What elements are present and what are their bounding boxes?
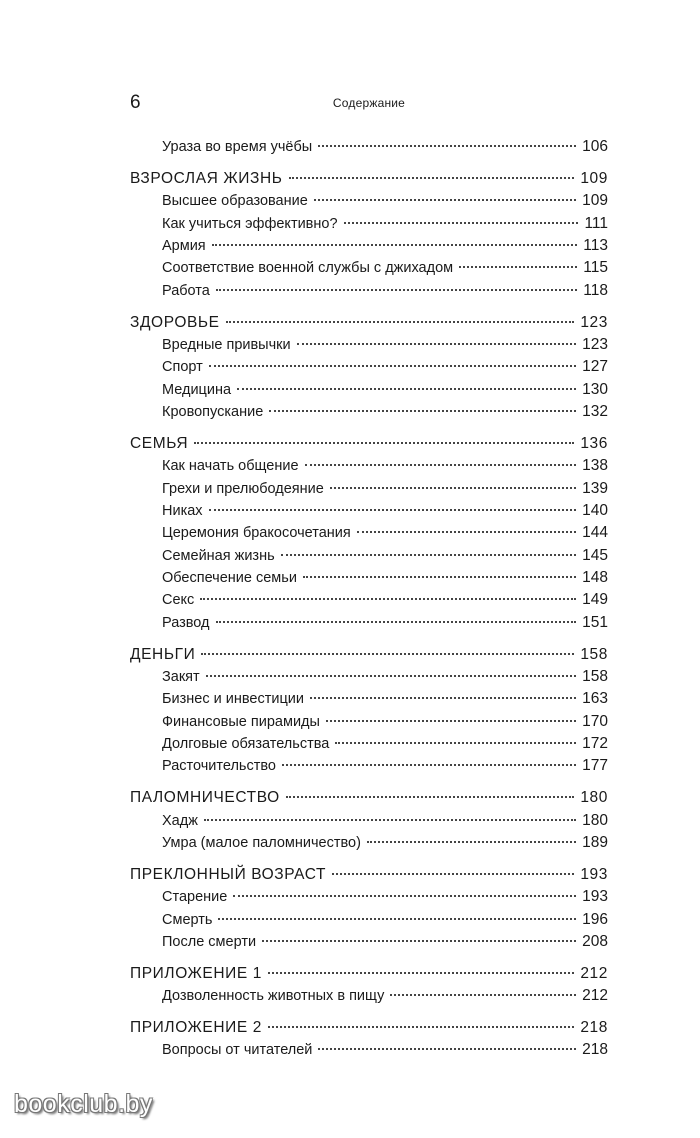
dot-leader <box>237 388 576 390</box>
toc-entry-title: Никах <box>162 502 203 519</box>
toc-entry-title: Дозволенность животных в пищу <box>162 988 385 1005</box>
toc-entry-title: Старение <box>162 889 228 906</box>
toc-entry-page-number: 148 <box>582 568 608 586</box>
toc-subsection-entry[interactable] <box>130 500 608 522</box>
toc-section-entry[interactable] <box>130 787 608 809</box>
toc-subsection-entry[interactable] <box>130 455 608 477</box>
toc-entry-title: Закят <box>162 668 200 685</box>
toc-entry-title: Обеспечение семьи <box>162 569 297 586</box>
toc-group <box>130 1017 608 1062</box>
toc-section-entry[interactable] <box>130 168 608 190</box>
toc-section-entry[interactable] <box>130 312 608 334</box>
dot-leader <box>367 841 576 843</box>
toc-entry-page-number: 144 <box>582 524 608 542</box>
toc-entry-page-number: 111 <box>584 214 608 232</box>
toc-entry-title: Церемония бракосочетания <box>162 525 351 542</box>
dot-leader <box>206 675 576 677</box>
toc-entry-title: Спорт <box>162 359 203 376</box>
toc-entry-page-number: 123 <box>580 313 608 331</box>
toc-section-entry[interactable] <box>130 644 608 666</box>
toc-subsection-entry[interactable] <box>130 886 608 908</box>
dot-leader <box>268 1026 574 1028</box>
toc-group <box>130 136 608 158</box>
toc-section-entry[interactable] <box>130 864 608 886</box>
toc-entry-title: Вредные привычки <box>162 336 291 353</box>
toc-entry-page-number: 115 <box>583 259 608 277</box>
toc-entry-page-number: 127 <box>582 358 608 376</box>
toc-entry-page-number: 189 <box>582 833 608 851</box>
table-of-contents <box>130 136 608 1071</box>
toc-entry-title: Расточительство <box>162 758 276 775</box>
toc-entry-page-number: 163 <box>582 690 608 708</box>
toc-group <box>130 433 608 634</box>
toc-entry-title: ПАЛОМНИЧЕСТВО <box>130 789 280 807</box>
toc-entry-page-number: 196 <box>582 910 608 928</box>
dot-leader <box>286 796 575 798</box>
toc-entry-title: Грехи и прелюбодеяние <box>162 480 324 497</box>
toc-entry-title: Как начать общение <box>162 458 299 475</box>
toc-entry-title: СЕМЬЯ <box>130 434 189 452</box>
page-number: 6 <box>130 92 141 113</box>
toc-entry-page-number: 138 <box>582 457 608 475</box>
toc-entry-page-number: 106 <box>582 138 608 155</box>
toc-group <box>130 644 608 778</box>
dot-leader <box>194 442 574 444</box>
toc-subsection-entry[interactable] <box>130 810 608 832</box>
toc-subsection-entry[interactable] <box>130 931 608 953</box>
toc-entry-page-number: 123 <box>582 335 608 353</box>
toc-subsection-entry[interactable] <box>130 832 608 854</box>
toc-section-entry[interactable] <box>130 963 608 985</box>
dot-leader <box>209 509 577 511</box>
dot-leader <box>218 918 576 920</box>
toc-entry-title: ЗДОРОВЬЕ <box>130 313 220 331</box>
dot-leader <box>282 764 576 766</box>
dot-leader <box>314 199 576 201</box>
dot-leader <box>459 266 577 268</box>
toc-entry-title: Кровопускание <box>162 403 264 420</box>
running-title: Содержание <box>332 96 406 110</box>
toc-entry-page-number: 151 <box>582 613 608 631</box>
toc-entry-page-number: 158 <box>582 667 608 685</box>
toc-subsection-entry[interactable] <box>130 379 608 401</box>
dot-leader <box>268 972 574 974</box>
toc-entry-title: ПРЕКЛОННЫЙ ВОЗРАСТ <box>130 865 327 883</box>
toc-group <box>130 864 608 953</box>
toc-entry-title: После смерти <box>162 933 257 950</box>
dot-leader <box>216 289 577 291</box>
toc-entry-title: Армия <box>162 237 206 254</box>
toc-entry-title: Соответствие военной службы с джихадом <box>162 260 454 277</box>
toc-group <box>130 312 608 424</box>
toc-entry-title: Развод <box>162 614 210 631</box>
toc-entry-title: ПРИЛОЖЕНИЕ 1 <box>130 964 262 982</box>
toc-entry-page-number: 172 <box>582 734 608 752</box>
dot-leader <box>335 742 576 744</box>
toc-subsection-entry[interactable] <box>130 666 608 688</box>
toc-subsection-entry[interactable] <box>130 478 608 500</box>
toc-subsection-entry[interactable] <box>130 755 608 777</box>
watermark: bookclub.by <box>14 1090 153 1118</box>
toc-entry-title: Высшее образование <box>162 193 308 210</box>
dot-leader <box>269 410 576 412</box>
dot-leader <box>289 177 575 179</box>
toc-entry-page-number: 139 <box>582 479 608 497</box>
toc-entry-title: Финансовые пирамиды <box>162 713 320 730</box>
toc-entry-title: Как учиться эффективно? <box>162 215 338 232</box>
dot-leader <box>390 994 576 996</box>
toc-entry-page-number: 130 <box>582 380 608 398</box>
dot-leader <box>262 940 576 942</box>
toc-entry-page-number: 140 <box>582 501 608 519</box>
toc-entry-page-number: 180 <box>582 811 608 829</box>
dot-leader <box>357 531 576 533</box>
dot-leader <box>233 895 576 897</box>
dot-leader <box>318 1048 576 1050</box>
dot-leader <box>318 145 576 147</box>
toc-entry-title: Ураза во время учёбы <box>162 139 313 155</box>
dot-leader <box>281 554 576 556</box>
toc-entry-title: Умра (малое паломничество) <box>162 834 361 851</box>
toc-group <box>130 787 608 854</box>
toc-entry-page-number: 212 <box>582 987 608 1005</box>
dot-leader <box>209 365 576 367</box>
toc-entry-page-number: 193 <box>580 865 608 883</box>
dot-leader <box>216 621 577 623</box>
dot-leader <box>303 576 576 578</box>
toc-entry-page-number: 170 <box>582 712 608 730</box>
toc-subsection-entry[interactable] <box>130 257 608 279</box>
toc-entry-page-number: 212 <box>580 964 608 982</box>
toc-subsection-entry[interactable] <box>130 688 608 710</box>
toc-subsection-entry[interactable] <box>130 1039 608 1061</box>
toc-subsection-entry[interactable] <box>130 589 608 611</box>
toc-entry-page-number: 193 <box>582 888 608 906</box>
toc-section-entry[interactable] <box>130 433 608 455</box>
toc-entry-page-number: 118 <box>583 281 608 299</box>
toc-subsection-entry[interactable] <box>130 334 608 356</box>
toc-entry-title: Вопросы от читателей <box>162 1042 313 1059</box>
toc-subsection-entry[interactable] <box>130 401 608 423</box>
toc-subsection-entry[interactable] <box>130 356 608 378</box>
dot-leader <box>226 321 575 323</box>
toc-entry-page-number: 218 <box>582 1041 608 1059</box>
dot-leader <box>330 487 576 489</box>
toc-entry-page-number: 145 <box>582 546 608 564</box>
dot-leader <box>305 464 577 466</box>
dot-leader <box>344 222 579 224</box>
toc-entry-page-number: 109 <box>580 169 608 187</box>
toc-entry-page-number: 136 <box>580 434 608 452</box>
toc-entry-page-number: 158 <box>580 645 608 663</box>
toc-entry-title: ПРИЛОЖЕНИЕ 2 <box>130 1019 262 1037</box>
toc-subsection-entry[interactable] <box>130 522 608 544</box>
dot-leader <box>200 598 576 600</box>
toc-entry-page-number: 177 <box>582 757 608 775</box>
toc-entry-title: Бизнес и инвестиции <box>162 691 304 708</box>
toc-entry-title: Семейная жизнь <box>162 547 275 564</box>
dot-leader <box>310 697 576 699</box>
toc-entry-page-number: 208 <box>582 932 608 950</box>
dot-leader <box>332 873 574 875</box>
toc-subsection-entry[interactable] <box>130 545 608 567</box>
toc-entry-page-number: 113 <box>583 236 608 254</box>
toc-entry-title: Работа <box>162 282 210 299</box>
toc-entry-page-number: 109 <box>582 192 608 210</box>
toc-section-entry[interactable] <box>130 1017 608 1039</box>
toc-entry-title: Смерть <box>162 911 213 928</box>
dot-leader <box>201 653 574 655</box>
dot-leader <box>326 720 576 722</box>
toc-subsection-entry[interactable] <box>130 733 608 755</box>
toc-subsection-entry[interactable] <box>130 985 608 1007</box>
toc-subsection-entry[interactable] <box>130 190 608 212</box>
toc-subsection-entry[interactable] <box>130 711 608 733</box>
toc-entry-title: Хадж <box>162 812 198 829</box>
toc-entry-title: Долговые обязательства <box>162 735 330 752</box>
toc-entry-title: ДЕНЬГИ <box>130 645 196 663</box>
toc-subsection-entry[interactable] <box>130 909 608 931</box>
toc-entry-page-number: 149 <box>582 591 608 609</box>
toc-subsection-entry[interactable] <box>130 612 608 634</box>
toc-group <box>130 168 608 302</box>
dot-leader <box>204 819 576 821</box>
dot-leader <box>297 343 577 345</box>
toc-group <box>130 963 608 1008</box>
page-header <box>130 93 608 113</box>
toc-entry-page-number: 218 <box>580 1019 608 1037</box>
toc-subsection-entry[interactable] <box>130 235 608 257</box>
toc-entry-title: Медицина <box>162 381 232 398</box>
toc-entry-page-number: 132 <box>582 402 608 420</box>
toc-subsection-entry[interactable] <box>130 567 608 589</box>
toc-entry-title: ВЗРОСЛАЯ ЖИЗНЬ <box>130 169 283 187</box>
toc-entry-title: Секс <box>162 592 195 609</box>
toc-subsection-entry[interactable] <box>130 280 608 302</box>
toc-entry-page-number: 180 <box>580 789 608 807</box>
toc-subsection-entry[interactable] <box>130 136 608 158</box>
dot-leader <box>212 244 578 246</box>
toc-subsection-entry[interactable] <box>130 213 608 235</box>
